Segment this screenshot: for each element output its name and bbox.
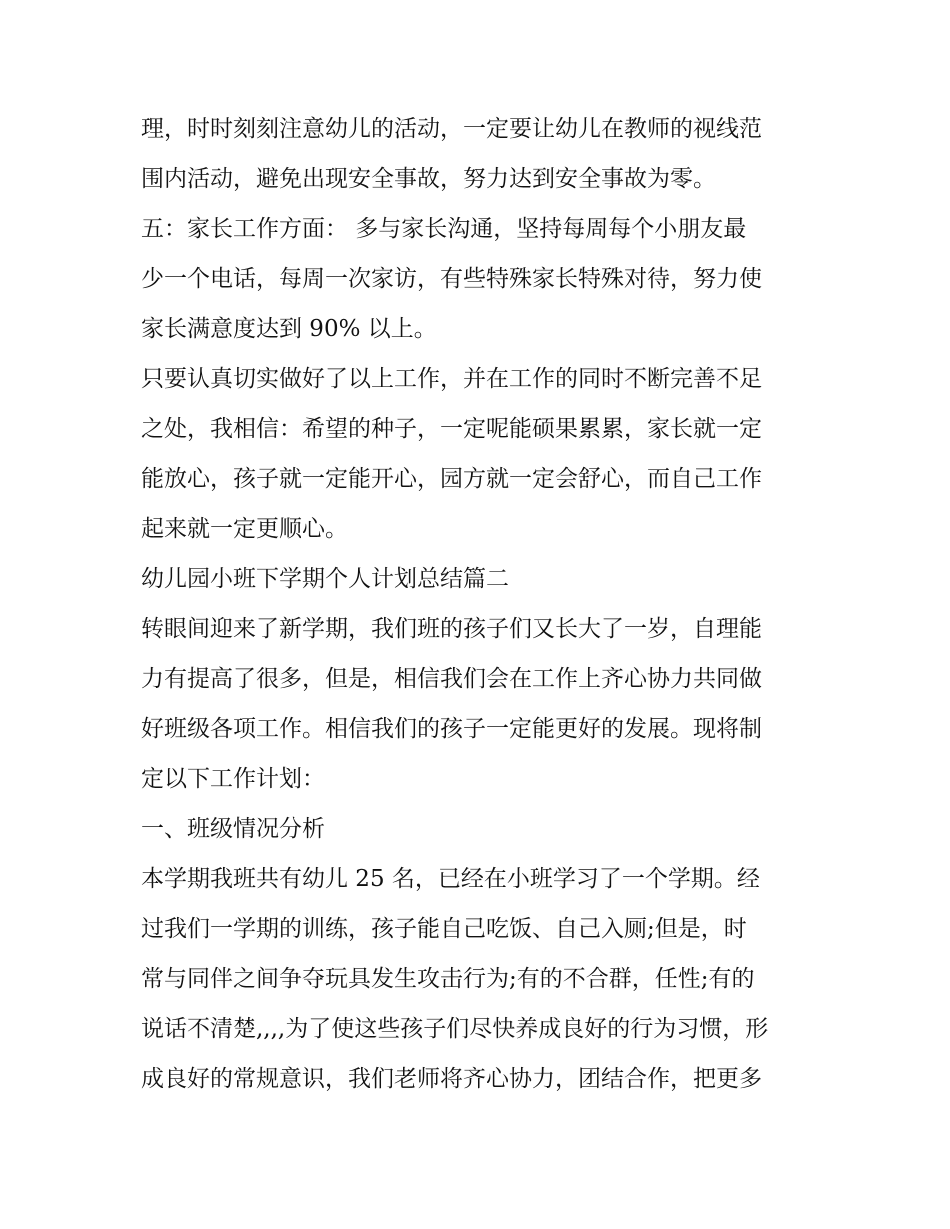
text-line-2: 围内活动，避免出现安全事故，努力达到安全事故为零。 [141, 166, 716, 192]
text-line-12: 力有提高了很多，但是，相信我们会在工作上齐心协力共同做 [141, 666, 762, 692]
text-line-9: 起来就一定更顺心。 [141, 516, 348, 542]
text-line-4: 少一个电话，每周一次家访，有些特殊家长特殊对待，努力使 [141, 266, 762, 292]
text-line-20: 成良好的常规意识，我们老师将齐心协力，团结合作，把更多 [141, 1066, 762, 1092]
text-line-1: 理，时时刻刻注意幼儿的活动，一定要让幼儿在教师的视线范 [141, 116, 762, 142]
text-line-5: 家长满意度达到 90% 以上。 [141, 316, 437, 342]
text-line-11: 转眼间迎来了新学期，我们班的孩子们又长大了一岁，自理能 [141, 616, 762, 642]
text-line-13: 好班级各项工作。相信我们的孩子一定能更好的发展。现将制 [141, 716, 762, 742]
section-heading-part-two: 幼儿园小班下学期个人计划总结篇二 [141, 566, 509, 592]
text-line-16: 本学期我班共有幼儿 25 名，已经在小班学习了一个学期。经 [141, 866, 760, 892]
text-line-14: 定以下工作计划： [141, 766, 325, 792]
text-line-7: 之处，我相信：希望的种子，一定呢能硕果累累，家长就一定 [141, 416, 762, 442]
text-line-17: 过我们一学期的训练，孩子能自己吃饭、自己入厕;但是，时 [141, 916, 747, 942]
document-body [141, 104, 813, 1104]
text-line-6: 只要认真切实做好了以上工作，并在工作的同时不断完善不足 [141, 366, 762, 392]
text-line-19: 说话不清楚,,,,为了使这些孩子们尽快养成良好的行为习惯，形 [141, 1016, 769, 1042]
text-line-8: 能放心，孩子就一定能开心，园方就一定会舒心，而自己工作 [141, 466, 762, 492]
text-line-3: 五：家长工作方面： 多与家长沟通，坚持每周每个小朋友最 [141, 216, 747, 242]
subheading-class-analysis: 一、班级情况分析 [141, 816, 325, 842]
text-line-18: 常与同伴之间争夺玩具发生攻击行为;有的不合群，任性;有的 [141, 966, 755, 992]
